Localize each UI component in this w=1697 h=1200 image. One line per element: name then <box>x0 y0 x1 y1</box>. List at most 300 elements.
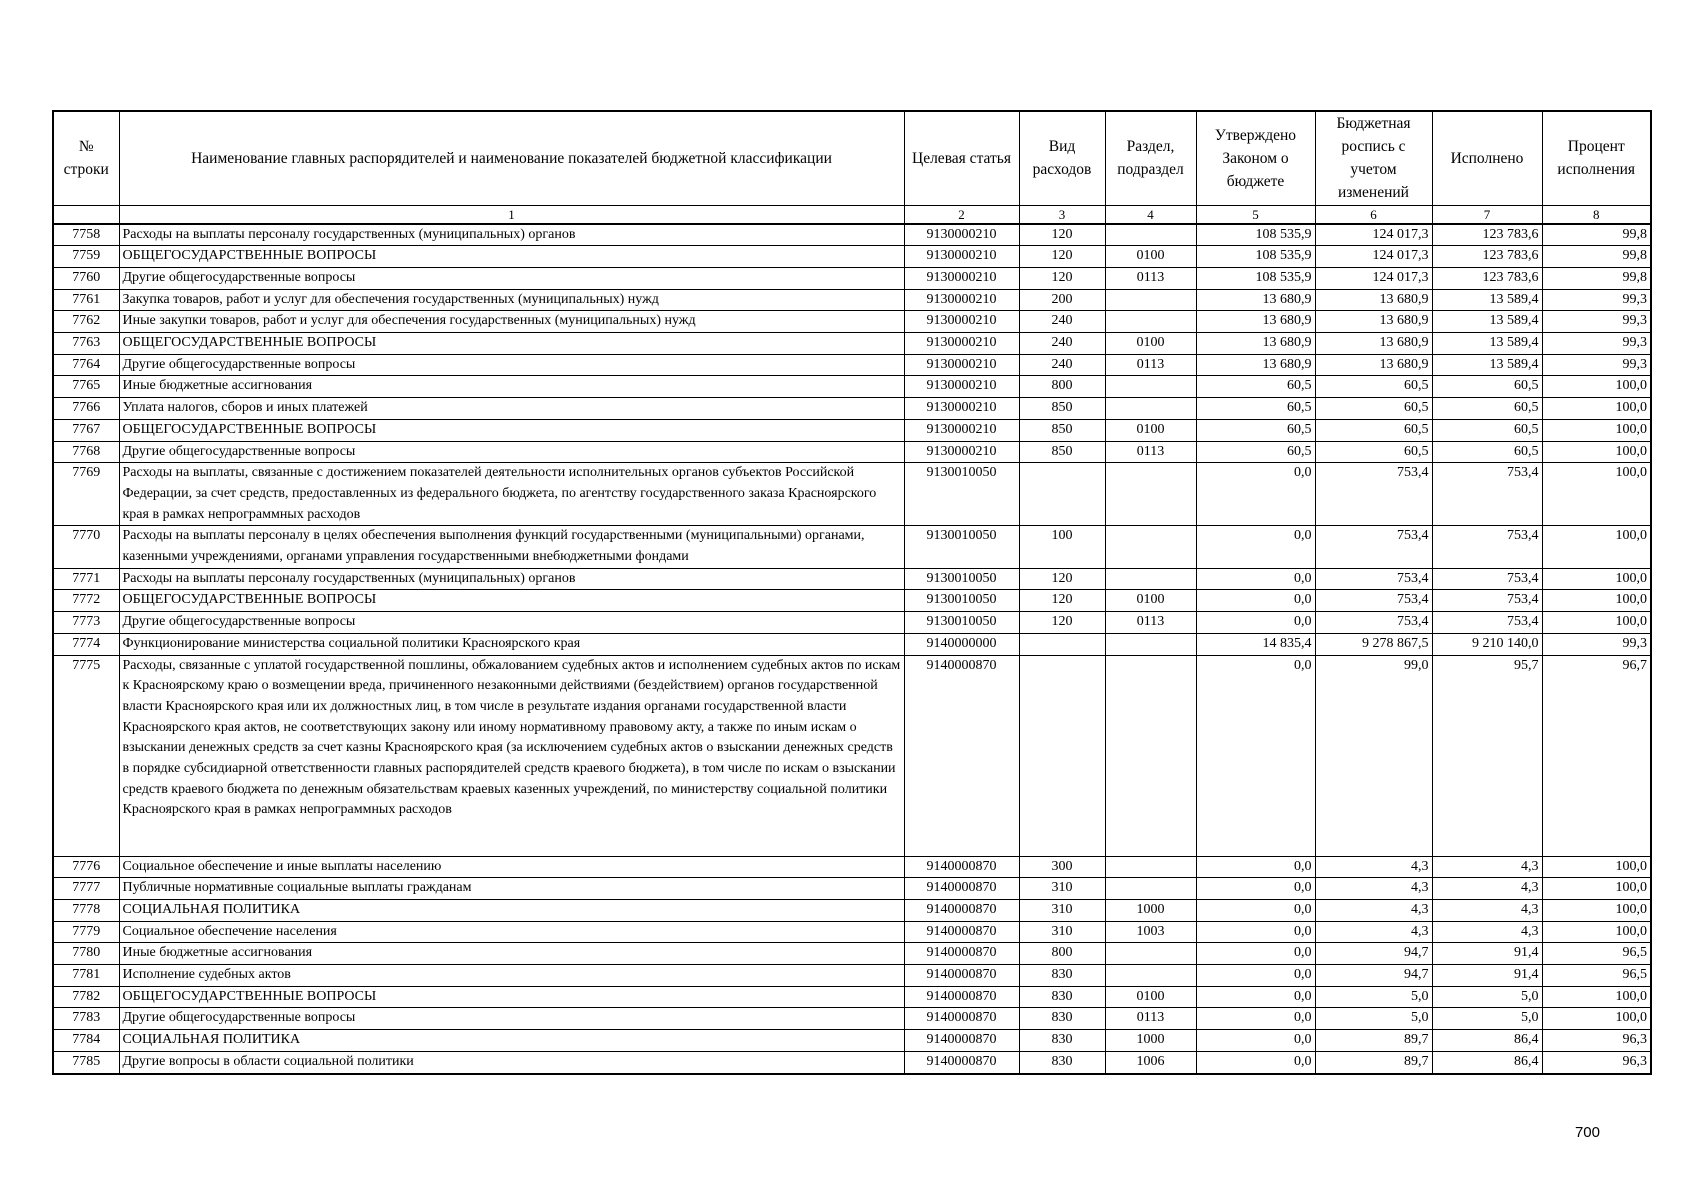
row-number-cell: 7771 <box>53 568 119 590</box>
column-number: 8 <box>1542 205 1651 224</box>
approved-cell: 0,0 <box>1196 899 1315 921</box>
target-article-cell: 9140000870 <box>904 943 1019 965</box>
table-row <box>53 246 1651 268</box>
target-article-cell: 9130000210 <box>904 224 1019 246</box>
executed-cell: 123 783,6 <box>1432 224 1542 246</box>
approved-cell: 13 680,9 <box>1196 289 1315 311</box>
table-body <box>53 224 1651 1074</box>
approved-cell: 108 535,9 <box>1196 224 1315 246</box>
executed-cell: 13 589,4 <box>1432 289 1542 311</box>
executed-cell: 753,4 <box>1432 568 1542 590</box>
section-cell <box>1105 526 1196 568</box>
budget-schedule-cell: 753,4 <box>1315 590 1432 612</box>
approved-cell: 60,5 <box>1196 376 1315 398</box>
section-cell: 0100 <box>1105 419 1196 441</box>
name-cell: Расходы, связанные с уплатой государственной пошлины, обжалованием судебных актов и исполнением судебных актов по искам к Красноярскому краю о возмещении вреда, причиненного незаконными действиями (бездействием) органов государственной власти Красноярского края или их должностных лиц, в том числе в результате издания органами государственной власти Красноярского края актов, не соответствующих закону или иному нормативному правовому акту, а также по иным искам о взыскании денежных средств за счет казны Красноярского края (за исключением судебных актов о взыскании денежных средств в порядке субсидиарной ответственности главных распорядителей средств краевого бюджета), в том числе по искам о взыскании средств краевого бюджета по денежным обязательствам краевых казенных учреждений, по министерству социальной политики Красноярского края в рамках непрограммных расходов <box>119 655 904 856</box>
target-article-cell: 9130000210 <box>904 398 1019 420</box>
table-row <box>53 568 1651 590</box>
table-row <box>53 612 1651 634</box>
name-cell: Другие общегосударственные вопросы <box>119 1008 904 1030</box>
percent-cell: 100,0 <box>1542 463 1651 526</box>
name-cell: Другие общегосударственные вопросы <box>119 441 904 463</box>
table-row <box>53 311 1651 333</box>
column-number <box>53 205 119 224</box>
row-number-cell: 7782 <box>53 986 119 1008</box>
executed-cell: 91,4 <box>1432 965 1542 987</box>
name-cell: Другие общегосударственные вопросы <box>119 267 904 289</box>
target-article-cell: 9140000870 <box>904 856 1019 878</box>
row-number-cell: 7783 <box>53 1008 119 1030</box>
target-article-cell: 9130000210 <box>904 311 1019 333</box>
percent-cell: 100,0 <box>1542 441 1651 463</box>
approved-cell: 60,5 <box>1196 419 1315 441</box>
name-cell: ОБЩЕГОСУДАРСТВЕННЫЕ ВОПРОСЫ <box>119 590 904 612</box>
expense-type-cell: 120 <box>1019 246 1105 268</box>
section-cell: 0113 <box>1105 1008 1196 1030</box>
target-article-cell: 9130010050 <box>904 568 1019 590</box>
executed-cell: 60,5 <box>1432 398 1542 420</box>
expense-type-cell: 120 <box>1019 568 1105 590</box>
row-number-cell: 7784 <box>53 1030 119 1052</box>
name-cell: ОБЩЕГОСУДАРСТВЕННЫЕ ВОПРОСЫ <box>119 986 904 1008</box>
section-cell <box>1105 655 1196 856</box>
name-cell: Расходы на выплаты персоналу в целях обеспечения выполнения функций государственными (муниципальными) органами, казенными учреждениями, органами управления государственными внебюджетными фондами <box>119 526 904 568</box>
approved-cell: 0,0 <box>1196 921 1315 943</box>
target-article-cell: 9140000870 <box>904 986 1019 1008</box>
section-cell: 1000 <box>1105 899 1196 921</box>
row-number-cell: 7759 <box>53 246 119 268</box>
table-row <box>53 921 1651 943</box>
approved-cell: 0,0 <box>1196 943 1315 965</box>
section-cell <box>1105 856 1196 878</box>
table-row <box>53 526 1651 568</box>
budget-schedule-cell: 9 278 867,5 <box>1315 633 1432 655</box>
column-number: 1 <box>119 205 904 224</box>
name-cell: Расходы на выплаты персоналу государственных (муниципальных) органов <box>119 224 904 246</box>
expense-type-cell: 310 <box>1019 878 1105 900</box>
percent-cell: 96,3 <box>1542 1030 1651 1052</box>
percent-cell: 100,0 <box>1542 856 1651 878</box>
expense-type-cell: 200 <box>1019 289 1105 311</box>
budget-schedule-cell: 13 680,9 <box>1315 333 1432 355</box>
expense-type-cell: 850 <box>1019 419 1105 441</box>
budget-schedule-cell: 753,4 <box>1315 526 1432 568</box>
budget-schedule-cell: 4,3 <box>1315 878 1432 900</box>
percent-cell: 100,0 <box>1542 526 1651 568</box>
name-cell: Другие вопросы в области социальной политики <box>119 1051 904 1073</box>
column-number: 6 <box>1315 205 1432 224</box>
budget-schedule-cell: 753,4 <box>1315 612 1432 634</box>
name-cell: ОБЩЕГОСУДАРСТВЕННЫЕ ВОПРОСЫ <box>119 419 904 441</box>
row-number-cell: 7760 <box>53 267 119 289</box>
row-number-cell: 7776 <box>53 856 119 878</box>
budget-schedule-cell: 89,7 <box>1315 1030 1432 1052</box>
column-number: 5 <box>1196 205 1315 224</box>
column-number: 3 <box>1019 205 1105 224</box>
budget-schedule-cell: 13 680,9 <box>1315 354 1432 376</box>
percent-cell: 99,8 <box>1542 246 1651 268</box>
row-number-cell: 7778 <box>53 899 119 921</box>
executed-cell: 60,5 <box>1432 441 1542 463</box>
budget-schedule-cell: 124 017,3 <box>1315 224 1432 246</box>
row-number-cell: 7770 <box>53 526 119 568</box>
budget-schedule-cell: 60,5 <box>1315 398 1432 420</box>
header-section: Раздел, подраздел <box>1105 111 1196 205</box>
table-row <box>53 878 1651 900</box>
name-cell: Расходы на выплаты, связанные с достижением показателей деятельности исполнительных органов субъектов Российской Федерации, за счет средств, предоставленных из федерального бюджета, по агентству государственного заказа Красноярского края в рамках непрограммных расходов <box>119 463 904 526</box>
name-cell: Иные закупки товаров, работ и услуг для обеспечения государственных (муниципальных) нужд <box>119 311 904 333</box>
percent-cell: 99,3 <box>1542 633 1651 655</box>
section-cell: 0100 <box>1105 986 1196 1008</box>
table-row <box>53 224 1651 246</box>
section-cell <box>1105 224 1196 246</box>
percent-cell: 96,5 <box>1542 965 1651 987</box>
approved-cell: 0,0 <box>1196 856 1315 878</box>
budget-schedule-cell: 4,3 <box>1315 921 1432 943</box>
expense-type-cell: 100 <box>1019 526 1105 568</box>
row-number-cell: 7774 <box>53 633 119 655</box>
budget-schedule-cell: 60,5 <box>1315 376 1432 398</box>
name-cell: Исполнение судебных актов <box>119 965 904 987</box>
expense-type-cell: 310 <box>1019 899 1105 921</box>
section-cell <box>1105 463 1196 526</box>
approved-cell: 108 535,9 <box>1196 246 1315 268</box>
approved-cell: 60,5 <box>1196 398 1315 420</box>
table-row <box>53 419 1651 441</box>
budget-schedule-cell: 5,0 <box>1315 986 1432 1008</box>
approved-cell: 0,0 <box>1196 1030 1315 1052</box>
target-article-cell: 9130000210 <box>904 441 1019 463</box>
executed-cell: 13 589,4 <box>1432 354 1542 376</box>
target-article-cell: 9130010050 <box>904 463 1019 526</box>
percent-cell: 99,8 <box>1542 224 1651 246</box>
expense-type-cell: 300 <box>1019 856 1105 878</box>
executed-cell: 5,0 <box>1432 986 1542 1008</box>
section-cell: 0100 <box>1105 246 1196 268</box>
column-number-row <box>53 205 1651 224</box>
budget-schedule-cell: 60,5 <box>1315 441 1432 463</box>
expense-type-cell: 830 <box>1019 1008 1105 1030</box>
approved-cell: 0,0 <box>1196 965 1315 987</box>
row-number-cell: 7761 <box>53 289 119 311</box>
table-row <box>53 1051 1651 1073</box>
row-number-cell: 7766 <box>53 398 119 420</box>
executed-cell: 13 589,4 <box>1432 311 1542 333</box>
percent-cell: 96,3 <box>1542 1051 1651 1073</box>
header-expense-type: Вид расходов <box>1019 111 1105 205</box>
budget-schedule-cell: 13 680,9 <box>1315 311 1432 333</box>
target-article-cell: 9130010050 <box>904 526 1019 568</box>
table-row <box>53 354 1651 376</box>
executed-cell: 60,5 <box>1432 376 1542 398</box>
approved-cell: 13 680,9 <box>1196 333 1315 355</box>
percent-cell: 99,3 <box>1542 333 1651 355</box>
expense-type-cell: 800 <box>1019 943 1105 965</box>
table-row <box>53 267 1651 289</box>
expense-type-cell: 850 <box>1019 441 1105 463</box>
executed-cell: 86,4 <box>1432 1030 1542 1052</box>
executed-cell: 753,4 <box>1432 463 1542 526</box>
executed-cell: 60,5 <box>1432 419 1542 441</box>
name-cell: Расходы на выплаты персоналу государственных (муниципальных) органов <box>119 568 904 590</box>
percent-cell: 100,0 <box>1542 899 1651 921</box>
header-row <box>53 111 1651 205</box>
executed-cell: 86,4 <box>1432 1051 1542 1073</box>
target-article-cell: 9140000000 <box>904 633 1019 655</box>
executed-cell: 753,4 <box>1432 526 1542 568</box>
expense-type-cell: 310 <box>1019 921 1105 943</box>
expense-type-cell <box>1019 463 1105 526</box>
expense-type-cell: 240 <box>1019 311 1105 333</box>
row-number-cell: 7762 <box>53 311 119 333</box>
percent-cell: 99,3 <box>1542 289 1651 311</box>
percent-cell: 96,7 <box>1542 655 1651 856</box>
row-number-cell: 7768 <box>53 441 119 463</box>
budget-schedule-cell: 4,3 <box>1315 856 1432 878</box>
expense-type-cell: 120 <box>1019 590 1105 612</box>
name-cell: Социальное обеспечение населения <box>119 921 904 943</box>
percent-cell: 100,0 <box>1542 398 1651 420</box>
row-number-cell: 7758 <box>53 224 119 246</box>
executed-cell: 4,3 <box>1432 899 1542 921</box>
percent-cell: 100,0 <box>1542 590 1651 612</box>
percent-cell: 100,0 <box>1542 376 1651 398</box>
target-article-cell: 9130000210 <box>904 419 1019 441</box>
section-cell: 1006 <box>1105 1051 1196 1073</box>
percent-cell: 100,0 <box>1542 921 1651 943</box>
percent-cell: 100,0 <box>1542 612 1651 634</box>
approved-cell: 13 680,9 <box>1196 354 1315 376</box>
table-row <box>53 986 1651 1008</box>
target-article-cell: 9130000210 <box>904 354 1019 376</box>
budget-schedule-cell: 753,4 <box>1315 463 1432 526</box>
executed-cell: 91,4 <box>1432 943 1542 965</box>
executed-cell: 4,3 <box>1432 878 1542 900</box>
percent-cell: 99,3 <box>1542 311 1651 333</box>
expense-type-cell: 120 <box>1019 224 1105 246</box>
header-executed: Исполнено <box>1432 111 1542 205</box>
approved-cell: 0,0 <box>1196 1051 1315 1073</box>
executed-cell: 753,4 <box>1432 612 1542 634</box>
approved-cell: 14 835,4 <box>1196 633 1315 655</box>
budget-schedule-cell: 94,7 <box>1315 943 1432 965</box>
target-article-cell: 9130000210 <box>904 289 1019 311</box>
budget-schedule-cell: 89,7 <box>1315 1051 1432 1073</box>
name-cell: Уплата налогов, сборов и иных платежей <box>119 398 904 420</box>
name-cell: Другие общегосударственные вопросы <box>119 612 904 634</box>
percent-cell: 100,0 <box>1542 1008 1651 1030</box>
row-number-cell: 7764 <box>53 354 119 376</box>
name-cell: ОБЩЕГОСУДАРСТВЕННЫЕ ВОПРОСЫ <box>119 333 904 355</box>
approved-cell: 60,5 <box>1196 441 1315 463</box>
target-article-cell: 9130000210 <box>904 333 1019 355</box>
table-row <box>53 441 1651 463</box>
target-article-cell: 9130000210 <box>904 376 1019 398</box>
approved-cell: 0,0 <box>1196 568 1315 590</box>
table-row <box>53 289 1651 311</box>
table-row <box>53 633 1651 655</box>
section-cell: 0100 <box>1105 590 1196 612</box>
approved-cell: 0,0 <box>1196 986 1315 1008</box>
section-cell <box>1105 633 1196 655</box>
budget-schedule-cell: 13 680,9 <box>1315 289 1432 311</box>
target-article-cell: 9140000870 <box>904 965 1019 987</box>
executed-cell: 753,4 <box>1432 590 1542 612</box>
executed-cell: 4,3 <box>1432 856 1542 878</box>
table-row <box>53 1008 1651 1030</box>
header-row-number: № строки <box>53 111 119 205</box>
name-cell: Закупка товаров, работ и услуг для обеспечения государственных (муниципальных) нужд <box>119 289 904 311</box>
approved-cell: 13 680,9 <box>1196 311 1315 333</box>
row-number-cell: 7780 <box>53 943 119 965</box>
approved-cell: 0,0 <box>1196 655 1315 856</box>
section-cell: 0113 <box>1105 354 1196 376</box>
target-article-cell: 9130000210 <box>904 267 1019 289</box>
section-cell: 0113 <box>1105 612 1196 634</box>
expense-type-cell: 120 <box>1019 267 1105 289</box>
section-cell <box>1105 568 1196 590</box>
approved-cell: 0,0 <box>1196 463 1315 526</box>
table-row <box>53 899 1651 921</box>
name-cell: Иные бюджетные ассигнования <box>119 376 904 398</box>
section-cell: 1000 <box>1105 1030 1196 1052</box>
section-cell: 0113 <box>1105 267 1196 289</box>
section-cell: 0113 <box>1105 441 1196 463</box>
name-cell: СОЦИАЛЬНАЯ ПОЛИТИКА <box>119 899 904 921</box>
name-cell: Другие общегосударственные вопросы <box>119 354 904 376</box>
target-article-cell: 9140000870 <box>904 878 1019 900</box>
target-article-cell: 9130010050 <box>904 590 1019 612</box>
row-number-cell: 7777 <box>53 878 119 900</box>
budget-schedule-cell: 753,4 <box>1315 568 1432 590</box>
header-approved: Утверждено Законом о бюджете <box>1196 111 1315 205</box>
executed-cell: 95,7 <box>1432 655 1542 856</box>
name-cell: Публичные нормативные социальные выплаты гражданам <box>119 878 904 900</box>
executed-cell: 4,3 <box>1432 921 1542 943</box>
row-number-cell: 7772 <box>53 590 119 612</box>
table-row <box>53 590 1651 612</box>
name-cell: СОЦИАЛЬНАЯ ПОЛИТИКА <box>119 1030 904 1052</box>
expense-type-cell: 830 <box>1019 1030 1105 1052</box>
column-number: 4 <box>1105 205 1196 224</box>
expense-type-cell: 830 <box>1019 1051 1105 1073</box>
section-cell <box>1105 376 1196 398</box>
header-percent: Процент исполнения <box>1542 111 1651 205</box>
row-number-cell: 7767 <box>53 419 119 441</box>
expense-type-cell: 850 <box>1019 398 1105 420</box>
row-number-cell: 7785 <box>53 1051 119 1073</box>
page-number: 700 <box>1574 1124 1600 1141</box>
header-budget-schedule: Бюджетная роспись с учетом изменений <box>1315 111 1432 205</box>
executed-cell: 9 210 140,0 <box>1432 633 1542 655</box>
target-article-cell: 9130010050 <box>904 612 1019 634</box>
row-number-cell: 7769 <box>53 463 119 526</box>
section-cell <box>1105 311 1196 333</box>
table-row <box>53 965 1651 987</box>
section-cell: 0100 <box>1105 333 1196 355</box>
target-article-cell: 9130000210 <box>904 246 1019 268</box>
section-cell <box>1105 878 1196 900</box>
budget-schedule-cell: 94,7 <box>1315 965 1432 987</box>
name-cell: ОБЩЕГОСУДАРСТВЕННЫЕ ВОПРОСЫ <box>119 246 904 268</box>
expense-type-cell: 120 <box>1019 612 1105 634</box>
percent-cell: 96,5 <box>1542 943 1651 965</box>
expense-type-cell: 800 <box>1019 376 1105 398</box>
approved-cell: 0,0 <box>1196 878 1315 900</box>
budget-schedule-cell: 4,3 <box>1315 899 1432 921</box>
budget-schedule-cell: 124 017,3 <box>1315 267 1432 289</box>
percent-cell: 99,8 <box>1542 267 1651 289</box>
column-number: 2 <box>904 205 1019 224</box>
approved-cell: 0,0 <box>1196 526 1315 568</box>
approved-cell: 0,0 <box>1196 1008 1315 1030</box>
table-row <box>53 398 1651 420</box>
table-row <box>53 376 1651 398</box>
percent-cell: 100,0 <box>1542 419 1651 441</box>
expense-type-cell: 240 <box>1019 333 1105 355</box>
section-cell <box>1105 289 1196 311</box>
table-row <box>53 943 1651 965</box>
approved-cell: 0,0 <box>1196 612 1315 634</box>
budget-table <box>52 110 1652 1075</box>
section-cell <box>1105 965 1196 987</box>
budget-schedule-cell: 124 017,3 <box>1315 246 1432 268</box>
budget-schedule-cell: 60,5 <box>1315 419 1432 441</box>
section-cell <box>1105 398 1196 420</box>
table-row <box>53 1030 1651 1052</box>
section-cell: 1003 <box>1105 921 1196 943</box>
executed-cell: 5,0 <box>1432 1008 1542 1030</box>
name-cell: Иные бюджетные ассигнования <box>119 943 904 965</box>
target-article-cell: 9140000870 <box>904 1051 1019 1073</box>
target-article-cell: 9140000870 <box>904 1030 1019 1052</box>
executed-cell: 123 783,6 <box>1432 267 1542 289</box>
row-number-cell: 7763 <box>53 333 119 355</box>
row-number-cell: 7765 <box>53 376 119 398</box>
expense-type-cell: 240 <box>1019 354 1105 376</box>
target-article-cell: 9140000870 <box>904 655 1019 856</box>
budget-schedule-cell: 99,0 <box>1315 655 1432 856</box>
row-number-cell: 7779 <box>53 921 119 943</box>
executed-cell: 13 589,4 <box>1432 333 1542 355</box>
target-article-cell: 9140000870 <box>904 899 1019 921</box>
executed-cell: 123 783,6 <box>1432 246 1542 268</box>
name-cell: Социальное обеспечение и иные выплаты населению <box>119 856 904 878</box>
approved-cell: 108 535,9 <box>1196 267 1315 289</box>
section-cell <box>1105 943 1196 965</box>
table-row <box>53 463 1651 526</box>
row-number-cell: 7773 <box>53 612 119 634</box>
header-target-article: Целевая статья <box>904 111 1019 205</box>
approved-cell: 0,0 <box>1196 590 1315 612</box>
percent-cell: 100,0 <box>1542 568 1651 590</box>
percent-cell: 100,0 <box>1542 986 1651 1008</box>
budget-schedule-cell: 5,0 <box>1315 1008 1432 1030</box>
header-name: Наименование главных распорядителей и наименование показателей бюджетной классификации <box>119 111 904 205</box>
table-row <box>53 655 1651 856</box>
expense-type-cell: 830 <box>1019 965 1105 987</box>
expense-type-cell <box>1019 655 1105 856</box>
row-number-cell: 7775 <box>53 655 119 856</box>
table-row <box>53 333 1651 355</box>
target-article-cell: 9140000870 <box>904 921 1019 943</box>
column-number: 7 <box>1432 205 1542 224</box>
expense-type-cell <box>1019 633 1105 655</box>
expense-type-cell: 830 <box>1019 986 1105 1008</box>
percent-cell: 100,0 <box>1542 878 1651 900</box>
name-cell: Функционирование министерства социальной политики Красноярского края <box>119 633 904 655</box>
target-article-cell: 9140000870 <box>904 1008 1019 1030</box>
